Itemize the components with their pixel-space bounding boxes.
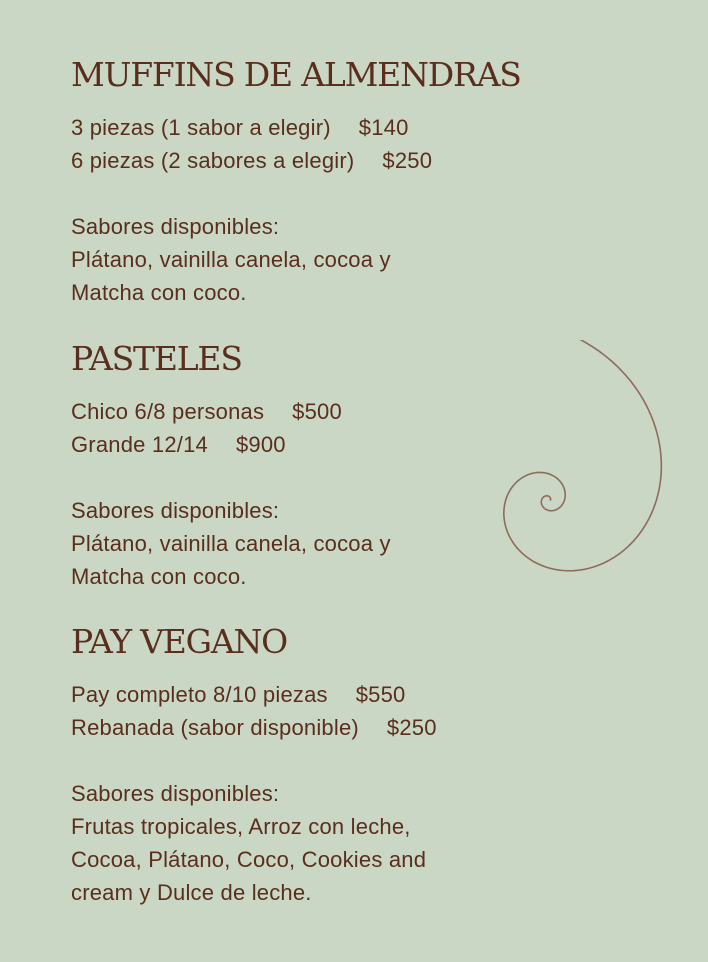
- flavors-line: Plátano, vainilla canela, cocoa y: [71, 247, 391, 272]
- flavors-line: Cocoa, Plátano, Coco, Cookies and: [71, 847, 427, 872]
- item-label: 3 piezas (1 sabor a elegir): [71, 115, 331, 140]
- section-title: MUFFINS DE ALMENDRAS: [71, 55, 521, 94]
- flavors-line: cream y Dulce de leche.: [71, 880, 312, 905]
- section-pay-vegano: [71, 622, 511, 909]
- item-price: $900: [235, 432, 286, 457]
- item-label: Chico 6/8 personas: [71, 399, 265, 424]
- item-label: Pay completo 8/10 piezas: [71, 682, 328, 707]
- section-muffins: [71, 55, 521, 309]
- item-price: $250: [382, 148, 433, 173]
- flavors-line: Frutas tropicales, Arroz con leche,: [71, 814, 411, 839]
- flavors-line: Plátano, vainilla canela, cocoa y: [71, 531, 391, 556]
- flavors-heading: Sabores disponibles:: [71, 214, 280, 239]
- menu-item: [71, 111, 511, 144]
- item-price: $550: [355, 682, 406, 707]
- flavors-line: Matcha con coco.: [71, 280, 247, 305]
- menu-item: [71, 144, 511, 177]
- item-price: $500: [292, 399, 342, 424]
- menu-item: [71, 678, 511, 711]
- item-label: Rebanada (sabor disponible): [71, 715, 359, 740]
- section-title: PAY VEGANO: [71, 622, 287, 661]
- item-price: $140: [358, 115, 409, 140]
- item-label: Grande 12/14: [71, 432, 208, 457]
- flavors-heading: Sabores disponibles:: [71, 498, 280, 523]
- item-price: $250: [386, 715, 437, 740]
- item-label: 6 piezas (2 sabores a elegir): [71, 148, 355, 173]
- section-title: PASTELES: [71, 339, 242, 378]
- spiral-icon: [440, 340, 690, 620]
- flavors-heading: Sabores disponibles:: [71, 781, 280, 806]
- menu-item: [71, 711, 511, 744]
- flavors-line: Matcha con coco.: [71, 564, 247, 589]
